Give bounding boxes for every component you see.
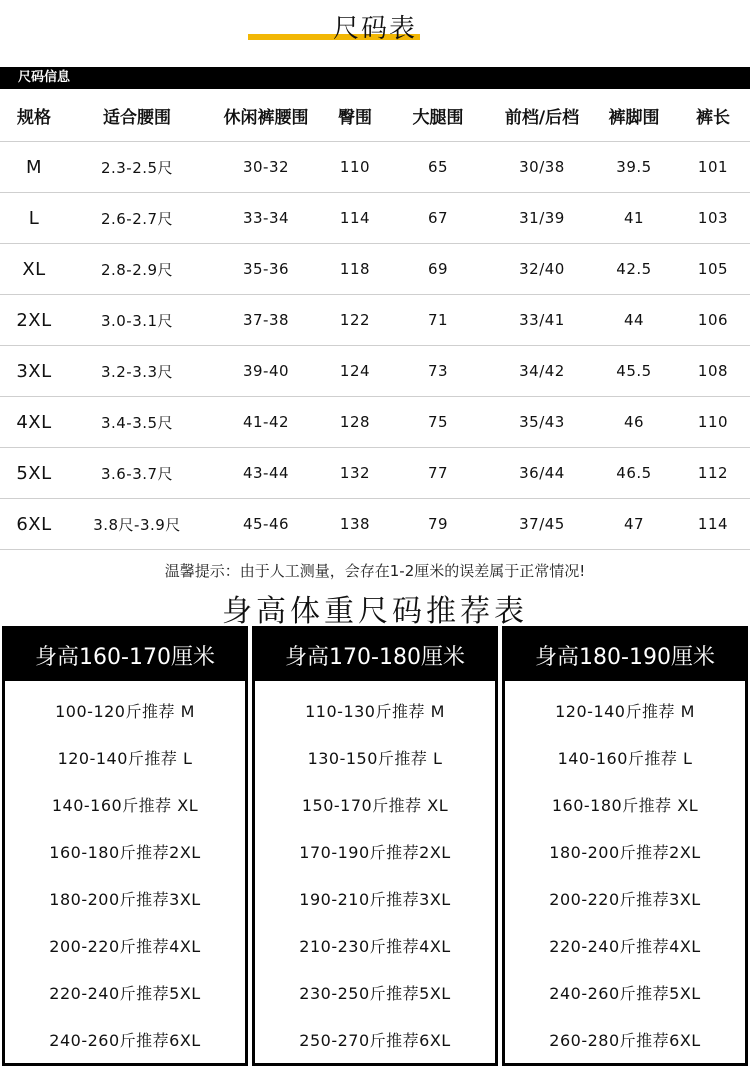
- table-cell: 114: [676, 499, 750, 550]
- size-table-header-row: [0, 89, 750, 142]
- table-cell: 2.3-2.5尺: [68, 142, 206, 193]
- size-cell: M: [0, 142, 68, 193]
- list-item: 180-200斤推荐3XL: [49, 890, 201, 909]
- recommend-column-header: 身高170-180厘米: [255, 629, 495, 681]
- table-cell: 73: [384, 346, 492, 397]
- table-cell: 132: [326, 448, 384, 499]
- list-item: 140-160斤推荐 L: [557, 749, 693, 768]
- list-item: 150-170斤推荐 XL: [301, 796, 449, 815]
- table-cell: 69: [384, 244, 492, 295]
- table-cell: 35-36: [206, 244, 326, 295]
- table-cell: 75: [384, 397, 492, 448]
- table-cell: 3.0-3.1尺: [68, 295, 206, 346]
- page-title: 尺码表: [332, 14, 417, 44]
- header-cell: 臀围: [338, 107, 372, 128]
- table-cell: 2.8-2.9尺: [68, 244, 206, 295]
- list-item: 200-220斤推荐4XL: [49, 937, 201, 956]
- list-item: 220-240斤推荐4XL: [549, 937, 701, 956]
- recommend-column: [252, 626, 498, 1066]
- header-cell: 裤脚围: [608, 107, 660, 128]
- table-row: [0, 193, 750, 244]
- list-item: 260-280斤推荐6XL: [549, 1031, 701, 1050]
- list-item: 240-260斤推荐5XL: [549, 984, 701, 1003]
- table-row: [0, 295, 750, 346]
- list-item: 170-190斤推荐2XL: [299, 843, 451, 862]
- table-cell: 46.5: [592, 448, 676, 499]
- size-table: [0, 89, 750, 550]
- list-item: 220-240斤推荐5XL: [49, 984, 201, 1003]
- recommend-column-header: 身高180-190厘米: [505, 629, 745, 681]
- table-cell: 45.5: [592, 346, 676, 397]
- table-cell: 37/45: [492, 499, 592, 550]
- table-cell: 3.8尺-3.9尺: [68, 499, 206, 550]
- list-item: 250-270斤推荐6XL: [299, 1031, 451, 1050]
- size-cell: L: [0, 193, 68, 244]
- table-cell: 67: [384, 193, 492, 244]
- table-row: [0, 346, 750, 397]
- table-cell: 114: [326, 193, 384, 244]
- table-cell: 41-42: [206, 397, 326, 448]
- table-cell: 124: [326, 346, 384, 397]
- table-cell: 36/44: [492, 448, 592, 499]
- title-area: [0, 0, 750, 60]
- table-cell: 35/43: [492, 397, 592, 448]
- measurement-note: 温馨提示：由于人工测量，会存在1-2厘米的误差属于正常情况!: [164, 562, 586, 580]
- table-cell: 39.5: [592, 142, 676, 193]
- list-item: 210-230斤推荐4XL: [299, 937, 451, 956]
- table-row: [0, 142, 750, 193]
- header-cell: 裤长: [696, 107, 730, 128]
- list-item: 110-130斤推荐 M: [305, 702, 445, 721]
- table-row: [0, 499, 750, 550]
- table-row: [0, 397, 750, 448]
- table-cell: 41: [592, 193, 676, 244]
- table-cell: 30/38: [492, 142, 592, 193]
- size-info-bar: [0, 67, 750, 89]
- table-cell: 71: [384, 295, 492, 346]
- size-cell: 5XL: [0, 448, 68, 499]
- list-item: 240-260斤推荐6XL: [49, 1031, 201, 1050]
- table-cell: 65: [384, 142, 492, 193]
- table-cell: 44: [592, 295, 676, 346]
- list-item: 160-180斤推荐 XL: [551, 796, 699, 815]
- table-cell: 118: [326, 244, 384, 295]
- table-row: [0, 244, 750, 295]
- list-item: 120-140斤推荐 L: [57, 749, 193, 768]
- table-cell: 3.6-3.7尺: [68, 448, 206, 499]
- table-cell: 108: [676, 346, 750, 397]
- table-cell: 110: [676, 397, 750, 448]
- recommend-grid: [2, 626, 748, 1066]
- table-cell: 79: [384, 499, 492, 550]
- list-item: 120-140斤推荐 M: [555, 702, 695, 721]
- table-cell: 3.2-3.3尺: [68, 346, 206, 397]
- header-cell: 休闲裤腰围: [223, 107, 309, 128]
- size-cell: XL: [0, 244, 68, 295]
- table-cell: 77: [384, 448, 492, 499]
- table-cell: 37-38: [206, 295, 326, 346]
- size-cell: 4XL: [0, 397, 68, 448]
- table-cell: 43-44: [206, 448, 326, 499]
- table-cell: 46: [592, 397, 676, 448]
- size-info-label: 尺码信息: [18, 70, 71, 85]
- table-cell: 105: [676, 244, 750, 295]
- table-cell: 30-32: [206, 142, 326, 193]
- header-cell: 适合腰围: [103, 107, 171, 128]
- header-cell: 前档/后档: [504, 107, 580, 128]
- table-cell: 47: [592, 499, 676, 550]
- recommend-list: [5, 681, 245, 1063]
- list-item: 100-120斤推荐 M: [55, 702, 195, 721]
- table-cell: 138: [326, 499, 384, 550]
- size-cell: 6XL: [0, 499, 68, 550]
- table-cell: 106: [676, 295, 750, 346]
- list-item: 190-210斤推荐3XL: [299, 890, 451, 909]
- size-cell: 3XL: [0, 346, 68, 397]
- header-cell: 大腿围: [412, 107, 464, 128]
- header-cell: 规格: [17, 107, 51, 128]
- list-item: 230-250斤推荐5XL: [299, 984, 451, 1003]
- table-row: [0, 448, 750, 499]
- recommend-title: 身高体重尺码推荐表: [222, 594, 528, 629]
- table-cell: 110: [326, 142, 384, 193]
- table-cell: 33-34: [206, 193, 326, 244]
- table-cell: 45-46: [206, 499, 326, 550]
- recommend-list: [505, 681, 745, 1063]
- recommend-column: [2, 626, 248, 1066]
- size-cell: 2XL: [0, 295, 68, 346]
- table-cell: 42.5: [592, 244, 676, 295]
- table-cell: 34/42: [492, 346, 592, 397]
- list-item: 200-220斤推荐3XL: [549, 890, 701, 909]
- list-item: 180-200斤推荐2XL: [549, 843, 701, 862]
- table-cell: 103: [676, 193, 750, 244]
- table-cell: 2.6-2.7尺: [68, 193, 206, 244]
- list-item: 140-160斤推荐 XL: [51, 796, 199, 815]
- table-cell: 122: [326, 295, 384, 346]
- table-cell: 39-40: [206, 346, 326, 397]
- list-item: 130-150斤推荐 L: [307, 749, 443, 768]
- list-item: 160-180斤推荐2XL: [49, 843, 201, 862]
- table-cell: 128: [326, 397, 384, 448]
- table-cell: 33/41: [492, 295, 592, 346]
- recommend-column-header: 身高160-170厘米: [5, 629, 245, 681]
- table-cell: 112: [676, 448, 750, 499]
- table-cell: 32/40: [492, 244, 592, 295]
- recommend-list: [255, 681, 495, 1063]
- table-cell: 3.4-3.5尺: [68, 397, 206, 448]
- table-cell: 31/39: [492, 193, 592, 244]
- table-cell: 101: [676, 142, 750, 193]
- recommend-column: [502, 626, 748, 1066]
